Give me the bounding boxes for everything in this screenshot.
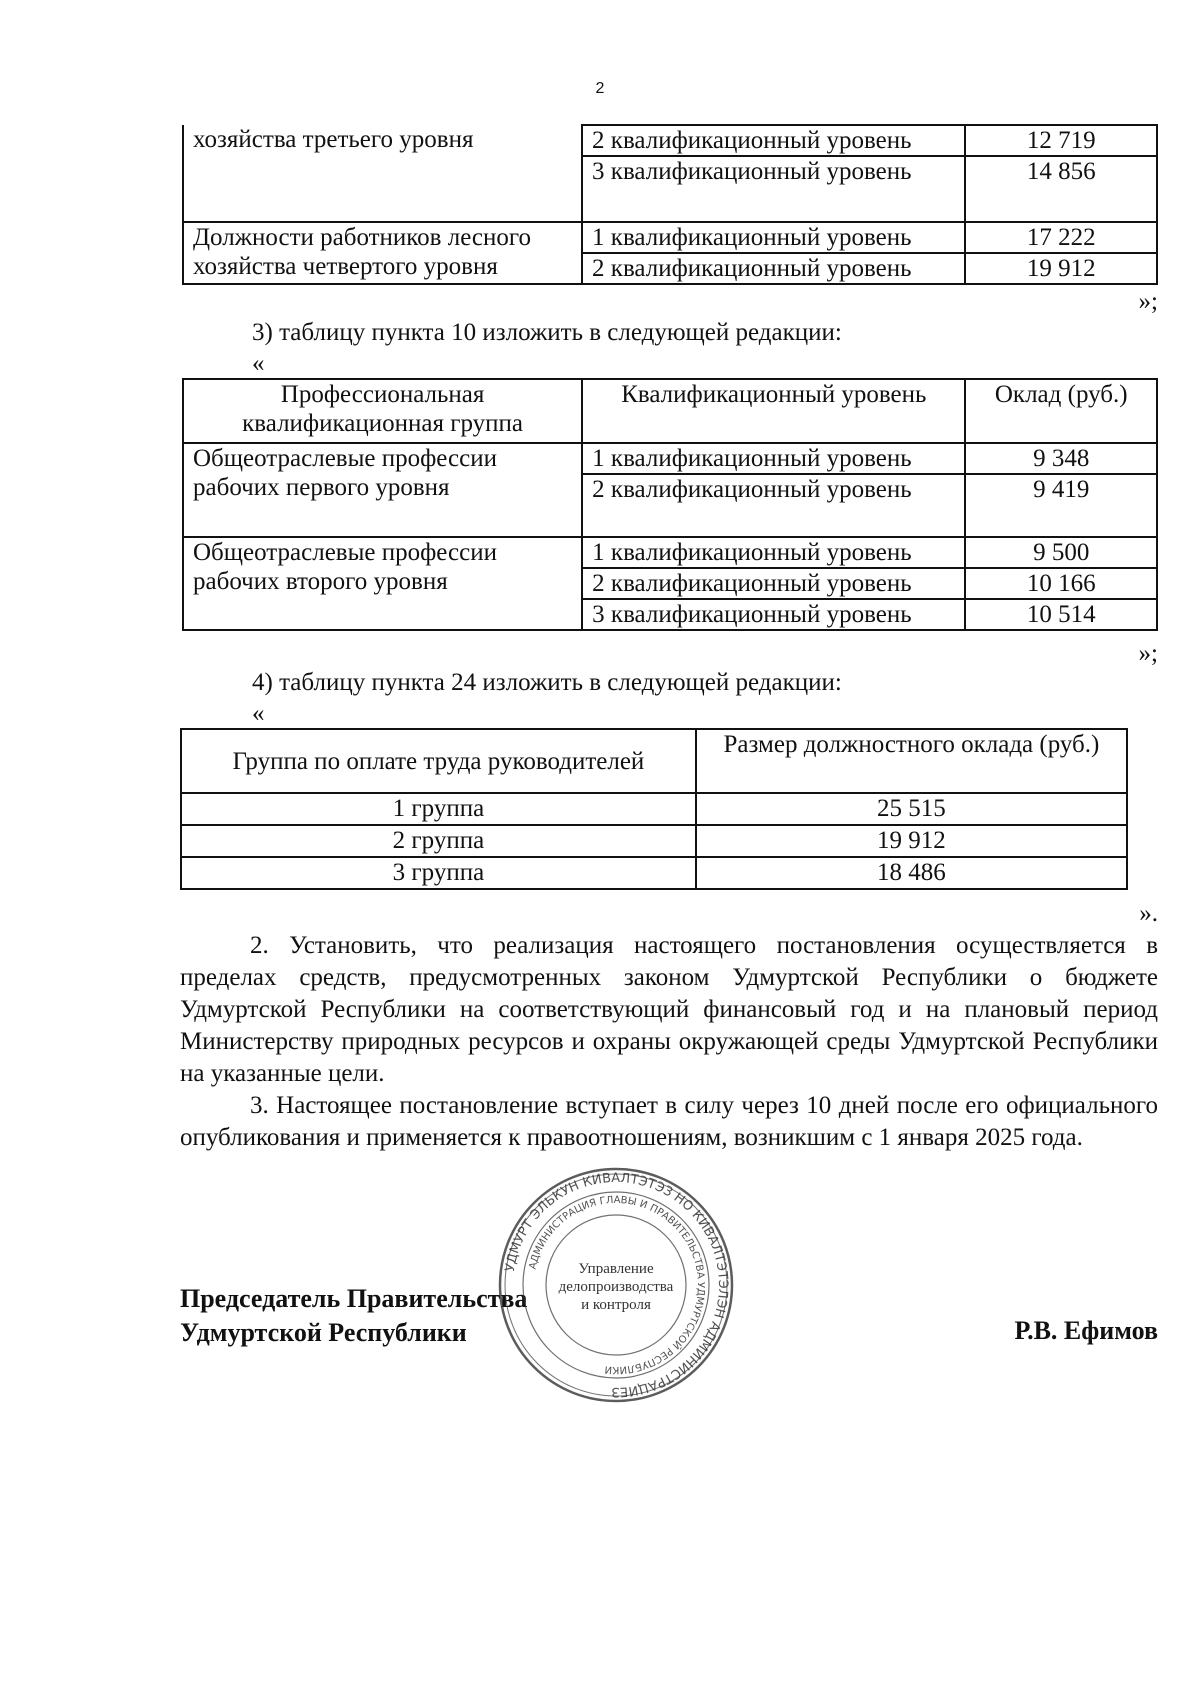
- table-cell: 9 500: [965, 537, 1157, 568]
- table-header-row: [181, 729, 1127, 793]
- table-cell: Общеотраслевые профессии рабочих второго уровня: [183, 537, 582, 630]
- table-cell: 9 419: [965, 474, 1157, 537]
- stamp-center-line3: и контроля: [581, 1297, 651, 1313]
- table-cell: 19 912: [965, 253, 1157, 284]
- table-row: [183, 222, 1157, 253]
- table-cell: 10 514: [965, 599, 1157, 630]
- column-header: Группа по оплате труда руководителей: [181, 729, 696, 793]
- signature-title-line1: Председатель Правительства: [180, 1284, 528, 1313]
- table-cell: 14 856: [965, 156, 1157, 222]
- table-cell: Общеотраслевые профессии рабочих первого уровня: [183, 443, 582, 537]
- stamp-center-line2: делопроизводства: [558, 1279, 674, 1295]
- table-cell: 1 квалификационный уровень: [582, 443, 965, 474]
- closing-quote-1: »;: [1138, 288, 1158, 315]
- signature-title-line2: Удмуртской Республики: [180, 1318, 467, 1347]
- table-cell: 9 348: [965, 443, 1157, 474]
- column-header: Квалификационный уровень: [582, 379, 965, 443]
- paragraph-3-text: 3. Настоящее постановление вступает в силу через 10 дней после его официального опубликования и применяется к правоотношениям, возникшим с 1 января 2025 года.: [180, 1092, 1158, 1151]
- table-cell: 2 квалификационный уровень: [582, 125, 965, 156]
- paragraph-2-text: 2. Установить, что реализация настоящего постановления осуществляется в пределах средств, предусмотренных законом Удмуртской Республики о бюджете Удмуртской Республики на соответствующий финансовый год и на плановый период Министерству природных ресурсов и охраны окружающей среды Удмуртской Республики на указанные цели.: [180, 932, 1158, 1087]
- closing-quote-3: ».: [1139, 900, 1158, 927]
- signatory-name: Р.В. Ефимов: [1014, 1316, 1158, 1345]
- table-item3: [182, 378, 1158, 631]
- open-quote-1: «: [252, 350, 265, 377]
- table-header-row: [183, 379, 1157, 443]
- table-cell: 10 166: [965, 568, 1157, 599]
- table-continued: [182, 124, 1158, 285]
- stamp-svg: [496, 1165, 736, 1405]
- table-cell: хозяйства третьего уровня: [183, 125, 582, 222]
- table-row: [181, 825, 1127, 857]
- stamp-inner-text: АДМИНИСТРАЦИЯ ГЛАВЫ И ПРАВИТЕЛЬСТВА УДМУРТСКОЙ РЕСПУБЛИКИ: [527, 1194, 707, 1376]
- page-number: 2: [595, 80, 605, 97]
- stamp-outer-text: УДМУРТ ЭЛЬКУН КИВАЛТЭТЭЗ НО КИВАЛТЭТЭЛЭН АДМИНИСТРАЦИЕЗ: [502, 1170, 731, 1400]
- table-cell: 1 квалификационный уровень: [582, 537, 965, 568]
- table-row: [183, 125, 1157, 156]
- table-cell: 1 группа: [181, 793, 696, 825]
- table-cell: 19 912: [696, 825, 1127, 857]
- table-row: [183, 537, 1157, 568]
- table-cell: 3 квалификационный уровень: [582, 156, 965, 222]
- paragraph-3: [180, 1090, 1158, 1154]
- table-cell: 3 квалификационный уровень: [582, 599, 965, 630]
- table-cell: 2 группа: [181, 825, 696, 857]
- table-item4: [180, 728, 1128, 890]
- closing-quote-2: »;: [1138, 640, 1158, 667]
- table-cell: 2 квалификационный уровень: [582, 474, 965, 537]
- column-header: Профессиональная квалификационная группа: [183, 379, 582, 443]
- table-cell: 2 квалификационный уровень: [582, 568, 965, 599]
- table-row: [183, 443, 1157, 474]
- table-cell: 25 515: [696, 793, 1127, 825]
- table-cell: 17 222: [965, 222, 1157, 253]
- table-cell: 12 719: [965, 125, 1157, 156]
- table-cell: 1 квалификационный уровень: [582, 222, 965, 253]
- table-cell: Должности работников лесного хозяйства четвертого уровня: [183, 222, 582, 284]
- stamp-center-line1: Управление: [578, 1261, 654, 1277]
- item4-text: 4) таблицу пункта 24 изложить в следующей редакции:: [252, 669, 842, 696]
- column-header: Размер должностного оклада (руб.): [696, 729, 1127, 793]
- open-quote-2: «: [252, 700, 265, 727]
- signature-title: [180, 1282, 527, 1350]
- official-stamp: [496, 1165, 736, 1405]
- table-cell: 18 486: [696, 857, 1127, 889]
- item3-text: 3) таблицу пункта 10 изложить в следующей редакции:: [252, 319, 842, 346]
- paragraph-2: [180, 930, 1158, 1090]
- table-row: [181, 793, 1127, 825]
- table-cell: 2 квалификационный уровень: [582, 253, 965, 284]
- column-header: Оклад (руб.): [965, 379, 1157, 443]
- table-row: [181, 857, 1127, 889]
- table-cell: 3 группа: [181, 857, 696, 889]
